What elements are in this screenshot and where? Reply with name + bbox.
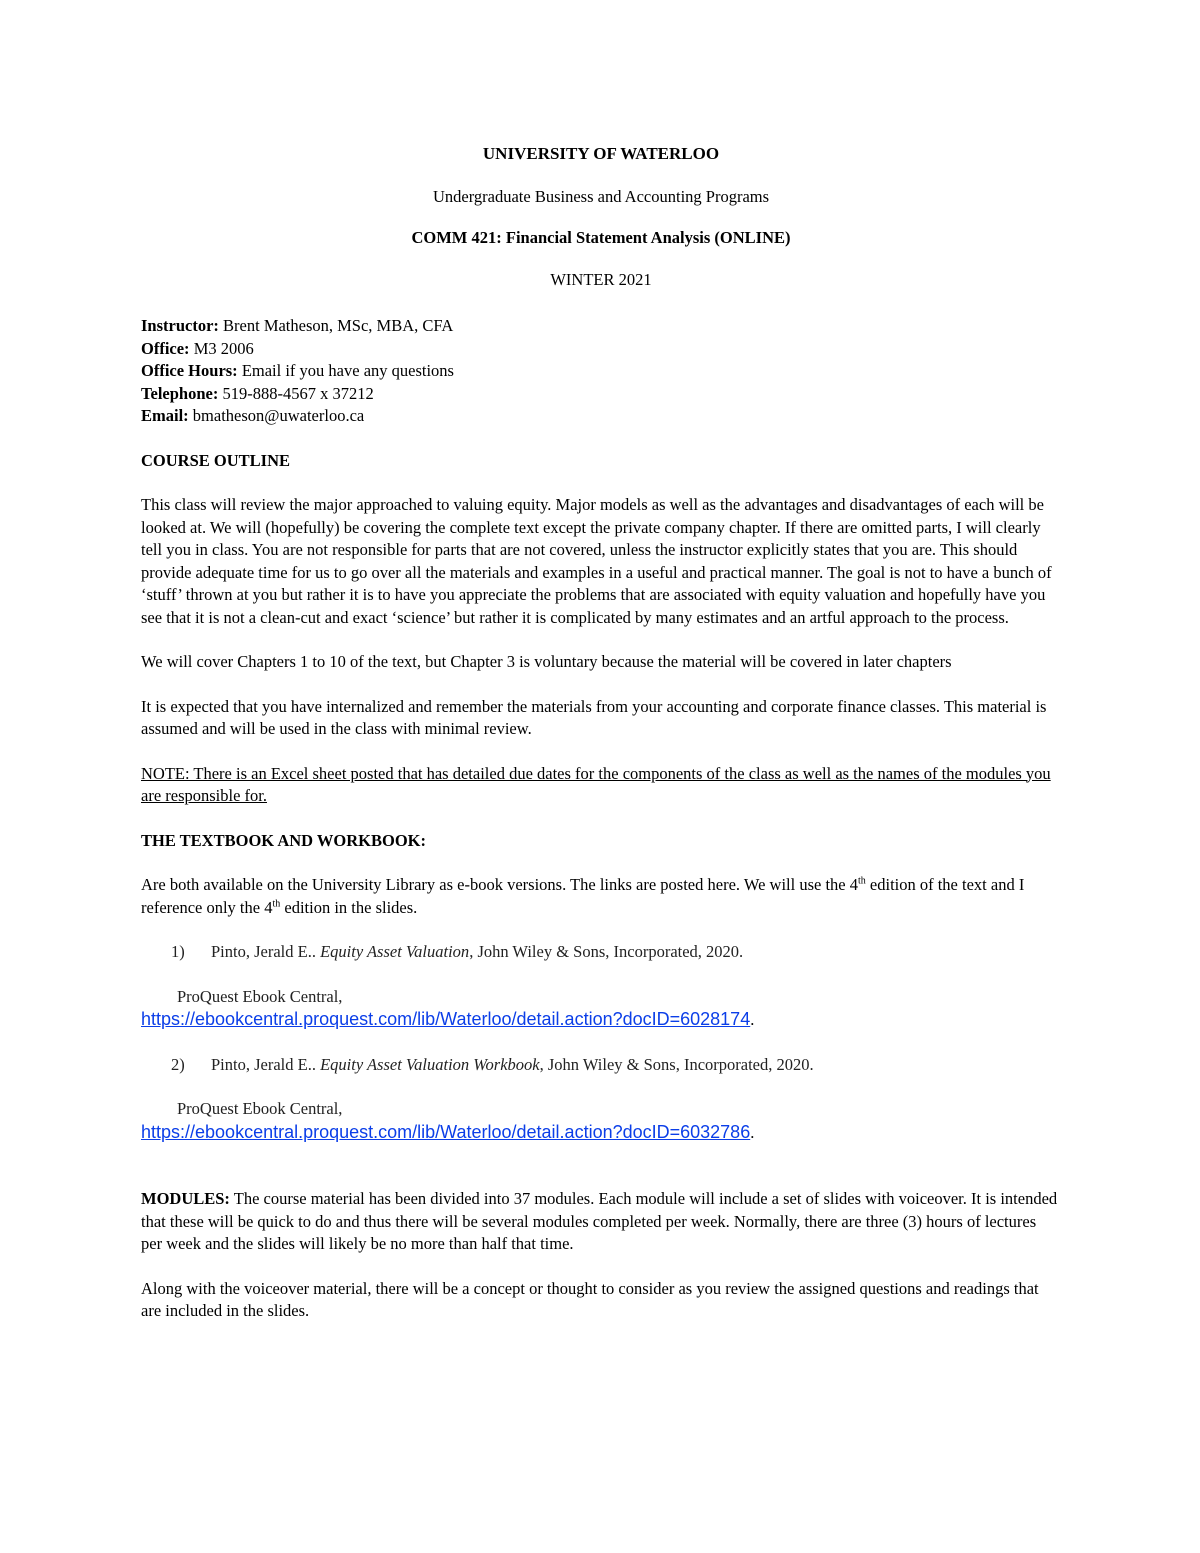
telephone-value: 519-888-4567 x 37212	[218, 383, 374, 403]
document-page	[141, 143, 1061, 1323]
link-trailing-period: .	[750, 1010, 755, 1029]
instructor-label: Instructor:	[141, 316, 219, 335]
instructor-info	[141, 315, 1061, 428]
ebook-link-2[interactable]: https://ebookcentral.proquest.com/lib/Waterloo/detail.action?docID=6032786	[141, 1121, 751, 1142]
reference-link-line-2	[141, 1121, 1061, 1145]
telephone-line	[141, 383, 1061, 406]
telephone-label: Telephone:	[141, 383, 219, 403]
modules-paragraph-2: Along with the voiceover material, there will be a concept or thought to consider as you review the assigned questions and readings that are included in the slides.	[141, 1278, 1039, 1320]
instructor-value: Brent Matheson, MSc, MBA, CFA	[218, 316, 454, 335]
reference-link-line-1	[141, 1008, 1061, 1032]
textbook-intro-part-2: edition of the text and I reference only the 4	[141, 875, 1025, 917]
reference-number: 1)	[171, 942, 185, 961]
reference-source-2: ProQuest Ebook Central,	[177, 1099, 343, 1118]
superscript-th-2: th	[272, 898, 281, 909]
modules-paragraph	[141, 1188, 1061, 1256]
office-hours-label: Office Hours:	[141, 361, 238, 380]
reference-title: Equity Asset Valuation	[320, 942, 470, 961]
textbook-intro-part-1: Are both available on the University Library as e-book versions. The links are posted here. We will use the 4	[141, 875, 858, 894]
course-outline-heading: COURSE OUTLINE	[141, 450, 290, 470]
office-value: M3 2006	[189, 338, 254, 358]
term-label: WINTER 2021	[550, 269, 652, 289]
superscript-th-1: th	[858, 875, 866, 887]
program-subtitle: Undergraduate Business and Accounting Programs	[432, 186, 770, 206]
textbook-intro	[141, 874, 1061, 919]
instructor-line	[141, 315, 1061, 338]
reference-author: Pinto, Jerald E..	[211, 942, 321, 961]
outline-paragraph-3: It is expected that you have internalized and remember the materials from your accounting and corporate finance classes. This material is assumed and will be used in the class with minimal review.	[141, 696, 1047, 738]
email-label: Email:	[141, 406, 189, 425]
office-label: Office:	[141, 338, 190, 358]
modules-label: MODULES:	[141, 1189, 230, 1208]
email-line	[141, 405, 1061, 428]
reference-title: Equity Asset Valuation Workbook	[320, 1054, 540, 1074]
textbook-heading: THE TEXTBOOK AND WORKBOOK:	[141, 830, 426, 850]
course-title: COMM 421: Financial Statement Analysis (ONLINE)	[411, 228, 791, 247]
ebook-link-1[interactable]: https://ebookcentral.proquest.com/lib/Waterloo/detail.action?docID=6028174	[141, 1009, 751, 1029]
link-trailing-period: .	[750, 1122, 755, 1142]
reference-item-2	[171, 1054, 1061, 1077]
outline-paragraph-2: We will cover Chapters 1 to 10 of the text, but Chapter 3 is voluntary because the material will be covered in later chapters	[141, 652, 952, 671]
reference-publisher: , John Wiley & Sons, Incorporated, 2020.	[539, 1054, 814, 1074]
email-value: bmatheson@uwaterloo.ca	[188, 406, 365, 425]
reference-author: Pinto, Jerald E..	[211, 1054, 321, 1074]
modules-text: The course material has been divided into 37 modules. Each module will include a set of slides with voiceover. It is intended that these will be quick to do and thus there will be several modules completed per week. Normally, there are three (3) hours of lectures per week and the slides will likely be no more than half that time.	[141, 1189, 1058, 1253]
outline-paragraph-1: This class will review the major approached to valuing equity. Major models as well as the advantages and disadvantages of each will be looked at. We will (hopefully) be covering the complete text except the private company chapter. If there are omitted parts, I will clearly tell you in class. You are not responsible for parts that are not covered, unless the instructor explicitly states that you are. This should provide adequate time for us to go over all the materials and examples in a useful and practical manner. The goal is not to have a bunch of ‘stuff’ thrown at you but rather it is to have you appreciate the problems that are associated with equity valuation and hopefully have you see that it is not a clean-cut and exact ‘science’ but rather it is complicated by many estimates and an artful approach to the process.	[141, 495, 1052, 627]
reference-item-1	[171, 941, 1061, 964]
office-hours-line	[141, 360, 1061, 383]
excel-note: NOTE: There is an Excel sheet posted that has detailed due dates for the components of the class as well as the names of the modules you are responsible for.	[141, 763, 1051, 805]
university-title: UNIVERSITY OF WATERLOO	[482, 144, 720, 163]
textbook-intro-part-3: edition in the slides.	[280, 897, 418, 917]
office-line	[141, 338, 1061, 361]
reference-number: 2)	[171, 1054, 185, 1074]
reference-source-1: ProQuest Ebook Central,	[177, 986, 343, 1006]
reference-publisher: , John Wiley & Sons, Incorporated, 2020.	[469, 942, 744, 961]
office-hours-value: Email if you have any questions	[237, 361, 454, 380]
